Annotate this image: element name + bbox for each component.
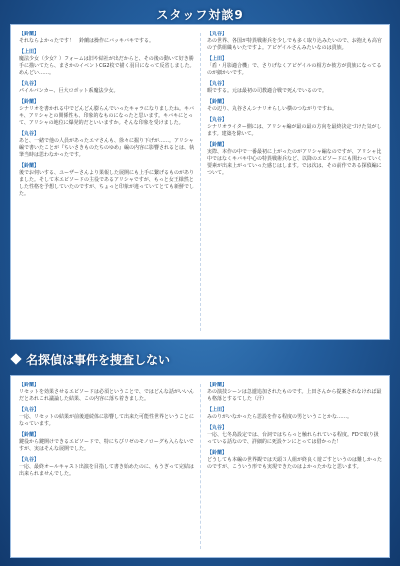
speaker-name: 【上田】 xyxy=(207,407,228,413)
dialogue-text: 一応、最終オールキャスト出演を目指して書き始めたのに、もうぎって完結は出来られませんでした。 xyxy=(19,464,194,477)
speaker-name: 【鈴蘭】 xyxy=(19,432,40,438)
dialogue-entry xyxy=(207,382,383,403)
dialogue-column-left xyxy=(19,382,195,551)
dialogue-entry xyxy=(19,31,195,45)
dialogue-text: みのりがいなかったら思設を作る程度の男ということかな……。 xyxy=(207,414,353,420)
dialogue-text: あと、一緒で他の人員があったエマさんも、徐々に掘り下げが……。アリシャ編で書いたことが『ちいさきものたちのゆめ』編の内容に影響されるとは、執筆当時は思わなかったです。 xyxy=(19,138,195,158)
dialogue-text: 「盾・月影適合機」で、さりげなくアビゲイルの相方か彼方が貴族になってるのが細かいです。 xyxy=(207,63,382,76)
dialogue-entry xyxy=(207,56,383,77)
speaker-name: 【丸谷】 xyxy=(207,31,228,37)
dialogue-entry xyxy=(19,432,195,453)
column-divider xyxy=(200,33,201,331)
dialogue-text: あの世界、各国が特異戦術兵を少しでも多く取り込みたいので、お抱えも高官の子供組織もいたですよ。アビゲイルさんみたいなのは貴族。 xyxy=(207,38,382,51)
dialogue-entry xyxy=(19,49,195,77)
speaker-name: 【上田】 xyxy=(207,56,228,62)
speaker-name: 【鈴蘭】 xyxy=(19,31,40,37)
dialogue-text: シナリオを書かれる中でどんどん膨らんでいったキャラになりましたね。キバキ、アリシャとの関係性も、印象的なものになったと思います。キバキにとって、アリシャの地位に爆発的だといいますか。そんな印象を受けました。 xyxy=(19,106,194,126)
speaker-name: 【鈴蘭】 xyxy=(19,99,40,105)
dialogue-entry xyxy=(19,457,195,478)
dialogue-entry xyxy=(19,407,195,428)
dialogue-entry xyxy=(207,31,383,52)
diamond-bullet-icon xyxy=(10,353,21,364)
dialogue-entry xyxy=(19,81,195,95)
dialogue-text: どうしても本編の世界観では天頭３人組が終良く遊ごすというのは難しかったのですが、こういう形でも実現できたのはよかったかなと思います。 xyxy=(207,457,383,470)
dialogue-text: それならよかったです！ 鈴蘭は操作にバッキバキでする。 xyxy=(19,38,155,44)
dialogue-column-left xyxy=(19,31,195,333)
dialogue-entry xyxy=(207,117,383,138)
speaker-name: 【上田】 xyxy=(19,49,40,55)
dialogue-text: あの演技シーンは急遽追加されたものです。上田さんから提案されなければ最も格落とするてした（汗） xyxy=(207,389,382,402)
dialogue-text: 魔法少女（少女？）フォームは旧や結社が出だからと、その後の動いて好き勝手に描いてたら、まさかのイベントCG2枚で描く羽目になって反省しました。めんどい……。 xyxy=(19,56,195,76)
dialogue-panel-bottom xyxy=(10,375,390,558)
dialogue-column-right xyxy=(207,382,383,551)
dialogue-text: リセットを効果させるエピソードは必須ということで、ではどんな話がいいんだとあれこれ議論した結果、この内容に落ち着きました。 xyxy=(19,389,194,402)
dialogue-text: シナリオライター側には、アリシャ編が最の最の方向を最終決定づけた気がします。建築を除いて。 xyxy=(207,124,382,137)
dialogue-text: 暇でする。元は最初の司教適合戦で死んでいるので。 xyxy=(207,88,327,94)
speaker-name: 【鈴蘭】 xyxy=(19,382,40,388)
dialogue-text: 後でお伺いする、ユーザーさんより果報した展開にも上手に繋げるものがありました。そして本エピソードの主役であるアリシャですが、もっと女王様然とした性格を予想していたのですが、ちょっと印象が違っていてとても新鮮でした。 xyxy=(19,170,195,197)
dialogue-entry xyxy=(207,81,383,95)
page-title: スタッフ対談9 xyxy=(156,8,244,22)
dialogue-text: その辺り、丸谷さんシナリオらしい横のつながりですね。 xyxy=(207,106,337,112)
dialogue-entry xyxy=(207,142,383,177)
dialogue-entry xyxy=(19,382,195,403)
speaker-name: 【鈴蘭】 xyxy=(207,382,228,388)
dialogue-entry xyxy=(19,131,195,159)
column-divider xyxy=(200,384,201,549)
dialogue-entry xyxy=(19,163,195,198)
dialogue-entry xyxy=(207,99,383,113)
speaker-name: 【丸谷】 xyxy=(207,81,228,87)
dialogue-entry xyxy=(19,99,195,127)
speaker-name: 【鈴蘭】 xyxy=(207,142,228,148)
speaker-name: 【丸谷】 xyxy=(207,117,228,123)
dialogue-text: 鍵役から鍵開けできるエピソードで、特にちびリゼのモノローグも入らないですが、実はそんな展開でした。 xyxy=(19,439,194,452)
dialogue-panel-top xyxy=(10,24,390,340)
dialogue-entry xyxy=(207,425,383,446)
speaker-name: 【丸谷】 xyxy=(19,457,40,463)
dialogue-text: 一応、七冬鳥設定では、台詞ではちらっと触れられている程度。FDで取り扱っている話なので、詳細的に死設ケンにとっては借かった！ xyxy=(207,432,379,445)
dialogue-entry xyxy=(207,450,383,471)
dialogue-column-right xyxy=(207,31,383,333)
dialogue-text: 一応、リセットの結果が前後連続体に影響して出来た可能性世界ということになっています。 xyxy=(19,414,194,427)
speaker-name: 【丸谷】 xyxy=(19,407,40,413)
dialogue-entry xyxy=(207,407,383,421)
dialogue-text: 実際、本作の中で一番最初に上がったのがアリシャ編なのですが、アリシャ比中ではなくキバキ中心の特異戦術兵など、以降のエピソードにも関わっていく要素が出来上がっていった感じはします。では次は、その前作である探偵編について。 xyxy=(207,149,382,176)
section-heading xyxy=(12,352,388,368)
dialogue-text: パイルバンカー、巨大ロボット系魔法少女。 xyxy=(19,88,119,94)
speaker-name: 【丸谷】 xyxy=(19,81,40,87)
speaker-name: 【鈴蘭】 xyxy=(19,163,40,169)
speaker-name: 【鈴蘭】 xyxy=(207,450,228,456)
speaker-name: 【丸谷】 xyxy=(19,131,40,137)
speaker-name: 【丸谷】 xyxy=(207,425,228,431)
section-heading-text: 名探偵は事件を捜査しない xyxy=(26,353,171,367)
speaker-name: 【鈴蘭】 xyxy=(207,99,228,105)
